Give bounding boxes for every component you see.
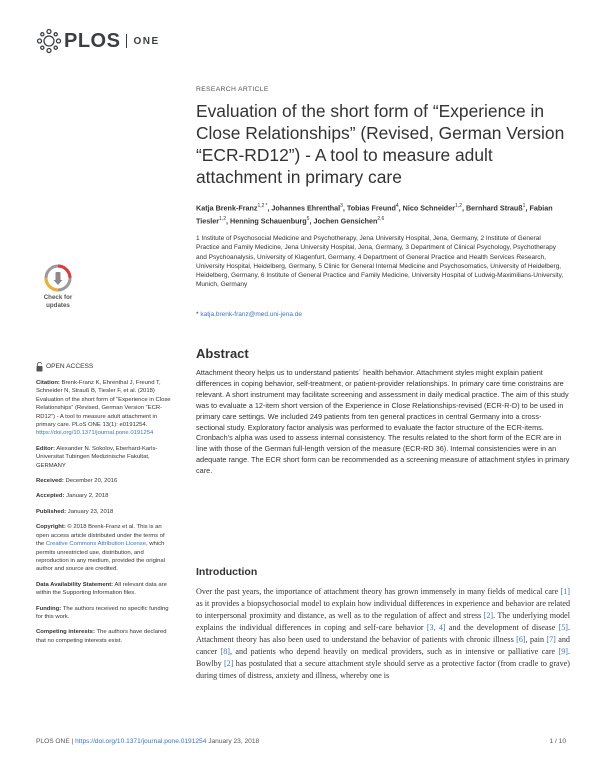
- copyright-block: [36, 523, 172, 573]
- editor-text: Alexander N. Sokolov, Eberhard-Karls-Universitat Tubingen Medizinische Fakultat, GERMANY: [36, 445, 158, 469]
- author-name: Fabian Tiesler: [196, 203, 553, 226]
- intro-text-segment: , and patients who depend heavily on medical providers, such as in intensive or palliative care: [229, 647, 559, 656]
- check-updates-text: [44, 294, 73, 309]
- author-name: Katja Brenk-Franz: [196, 203, 258, 213]
- published-date: January 23, 2018: [67, 508, 114, 515]
- author-separator: ,: [267, 203, 272, 213]
- data-availability-label: Data Availability Statement:: [36, 581, 114, 588]
- copyright-text-end: , which permits unrestricted use, distribution, and reproduction in any medium, provided the original author and source are credited.: [36, 541, 166, 573]
- author-name: Henning Schauenburg: [230, 216, 307, 226]
- competing-interests-text: The authors have declared that no competing interests exist.: [36, 629, 167, 644]
- author-affiliation-marker: 1,2: [219, 215, 226, 222]
- funding-text: The authors received no specific funding for this work.: [36, 605, 169, 620]
- article-sidebar: [36, 362, 172, 652]
- citation-block: [36, 379, 172, 438]
- author-separator: ,: [525, 203, 530, 213]
- intro-text-segment: has postulated that a secure attachment style should serve as a protective factor (from cradle to grave) during times of distress, anxiety and illness, whereby one is: [196, 659, 570, 680]
- copyright-text: © 2018 Brenk-Franz et al. This is an open access article distributed under the terms of the: [36, 524, 165, 548]
- introduction-heading: Introduction: [196, 566, 258, 578]
- copyright-label: Copyright:: [36, 524, 66, 531]
- received-block: [36, 477, 172, 485]
- data-availability-text: All relevant data are within the Supporting Information files.: [36, 581, 167, 597]
- citation-ref-link[interactable]: [7]: [546, 635, 556, 644]
- author-separator: ,: [342, 203, 347, 213]
- editor-block: [36, 445, 172, 470]
- footer-left: [36, 738, 259, 745]
- intro-text-segment: and cancer: [196, 635, 570, 656]
- plos-one-logo: [36, 28, 160, 54]
- received-date: December 20, 2016: [65, 478, 118, 485]
- received-label: Received:: [36, 478, 64, 485]
- check-updates-line1: Check for: [43, 294, 73, 301]
- citation-ref-link[interactable]: [5]: [558, 623, 568, 632]
- citation-text: Brenk-Franz K, Ehrenthal J, Freund T, Schneider N, Strauß B, Tiesler F, et al. (2018) Evaluation of the short form of “Experience in Close Relationships” (Revised, German Version “ECR-RD12”) - A tool to measure adult attachment in primary care. PLoS ONE 13(1): e0191254.: [36, 380, 171, 429]
- citation-ref-link[interactable]: [2]: [483, 611, 494, 620]
- author-list: [196, 201, 566, 227]
- footer-date: January 23, 2018: [208, 738, 260, 745]
- author-separator: ,: [309, 216, 314, 226]
- plos-logo-icon: [36, 28, 62, 54]
- published-label: Published:: [36, 508, 67, 515]
- intro-text-segment: . The underlying model explains the individual differences in coping and self-care behavior: [196, 611, 571, 632]
- page-footer: [36, 738, 566, 745]
- author-name: Jochen Gensichen: [313, 216, 378, 226]
- footer-separator: |: [71, 738, 74, 745]
- funding-label: Funding:: [36, 605, 62, 612]
- open-lock-icon: [36, 362, 43, 372]
- author-affiliation-marker: 1: [522, 203, 526, 209]
- accepted-block: [36, 492, 172, 500]
- editor-label: Editor:: [36, 445, 55, 452]
- citation-ref-link[interactable]: [3, 4]: [426, 623, 446, 632]
- footer-doi-link[interactable]: https://doi.org/10.1371/journal.pone.0191254: [75, 738, 207, 745]
- citation-ref-link[interactable]: [8]: [220, 647, 230, 656]
- logo-divider: [126, 34, 127, 48]
- author-name: Bernhard Strauß: [465, 203, 523, 213]
- intro-text-segment: . Bowlby: [196, 647, 570, 668]
- abstract-heading: Abstract: [196, 346, 249, 361]
- citation-ref-link[interactable]: [6]: [516, 635, 526, 644]
- affiliations: 1 Institute of Psychosocial Medicine and Psychotherapy, Jena University Hospital, Jena, Germany, 2 Institute of General Practice and Family Medicine, Jena University Hospital, Jena, Germany, 3 Department of Clinical Psychology, Psychotherapy and Psychoanalysis, University of Klagenfurt, Germany, 4 Department of General Practice and Health Services Research, University Hospital, Heidelberg, Germany, 5 Clinic for General Internal Medicine and Psychosomatics, University of Heidelberg, Heidelberg, Germany, 6 Institute of General Practice and Family Medicine, University Hospital of Ludwig-Maximilians-University, Munich, Germany: [196, 235, 564, 289]
- author-name: Johannes Ehrenthal: [271, 203, 341, 213]
- accepted-date: January 2, 2018: [66, 493, 109, 500]
- article-type: RESEARCH ARTICLE: [196, 86, 269, 93]
- author-name: Nico Schneider: [402, 203, 455, 213]
- author-separator: ,: [461, 203, 466, 213]
- article-title: Evaluation of the short form of “Experience in Close Relationships” (Revised, German Version “ECR-RD12”) - A tool to measure adult attachment in primary care: [196, 101, 565, 187]
- citation-ref-link[interactable]: [2]: [223, 659, 234, 668]
- intro-text-segment: . Attachment theory has also been used to understand the behavior of patients with chronic illness: [196, 623, 571, 644]
- author-affiliation-marker: 5: [306, 215, 310, 222]
- footer-journal: PLOS ONE: [36, 738, 70, 745]
- intro-text-segment: Over the past years, the importance of attachment theory has grown immensely in many fields of medical care: [196, 587, 561, 596]
- open-access-text: OPEN ACCESS: [46, 362, 94, 370]
- open-access-label: [36, 362, 172, 372]
- license-link[interactable]: Creative Commons Attribution License: [45, 541, 147, 548]
- competing-interests-block: [36, 628, 172, 645]
- author-affiliation-marker: 1,2 *: [257, 203, 268, 209]
- check-updates-line2: updates: [46, 301, 70, 309]
- accepted-label: Accepted:: [36, 493, 65, 500]
- author-name: Tobias Freund: [346, 203, 396, 213]
- author-affiliation-marker: 4: [395, 203, 399, 209]
- citation-ref-link[interactable]: [1]: [560, 587, 570, 596]
- author-affiliation-marker: 2,6: [377, 215, 385, 222]
- author-affiliation-marker: 3: [340, 203, 343, 209]
- intro-text-segment: and the development of disease: [445, 623, 559, 632]
- logo-journal-name: ONE: [133, 35, 160, 47]
- email-marker: *: [196, 311, 199, 318]
- page-number: 1 / 10: [549, 738, 566, 745]
- funding-block: [36, 605, 172, 622]
- logo-brand-text: PLOS: [64, 29, 121, 52]
- introduction-text: [196, 586, 570, 682]
- data-availability-block: [36, 581, 172, 598]
- intro-text-segment: as it provides a biopsychosocial model to explain how individual differences in experience and behavior are related to interpersonal proximity and distance, as well as to the regulation of affect and stress: [196, 599, 570, 620]
- citation-doi-link[interactable]: https://doi.org/10.1371/journal.pone.0191254: [36, 430, 154, 437]
- abstract-text: Attachment theory helps us to understand patients´ health behavior. Attachment styles might explain patient differences in coping behavior, self-treatment, or patient-provider relationships. In primary care time constrains are relevant. A short instrument may facilitate screening and assessment in daily medical practice. The aim of this study was to evaluate a 12-item short version of the Experience in Close Relationships-revised (ECR-R-D) to be used in primary care settings. We included 249 patients from ten general practices in central Germany into a cross-sectional study. Exploratory factor analysis was performed to evaluate the factor structure of the ECR-items. Cronbach’s alpha was used to assess internal consistency. The results related to the short form of the ECR are in line with those of the German full-length version of the measure (ECR-RD 36). Internal consistencies were in an adequate range. The ECR short form can be recommended as a screening measure of attachment styles in primary care.: [196, 368, 570, 476]
- author-separator: ,: [226, 216, 230, 226]
- check-for-updates-badge[interactable]: [36, 264, 80, 318]
- author-affiliation-marker: 1,2: [455, 203, 462, 209]
- corresponding-email: [196, 311, 302, 318]
- author-separator: ,: [398, 203, 403, 213]
- citation-ref-link[interactable]: [9]: [558, 647, 568, 656]
- citation-label: Citation:: [36, 380, 60, 386]
- intro-text-segment: , pain: [525, 635, 547, 644]
- email-link[interactable]: katja.brenk-franz@med.uni-jena.de: [200, 311, 302, 318]
- published-block: [36, 508, 172, 516]
- check-for-updates-icon: [44, 264, 72, 292]
- competing-interests-label: Competing interests:: [36, 629, 95, 636]
